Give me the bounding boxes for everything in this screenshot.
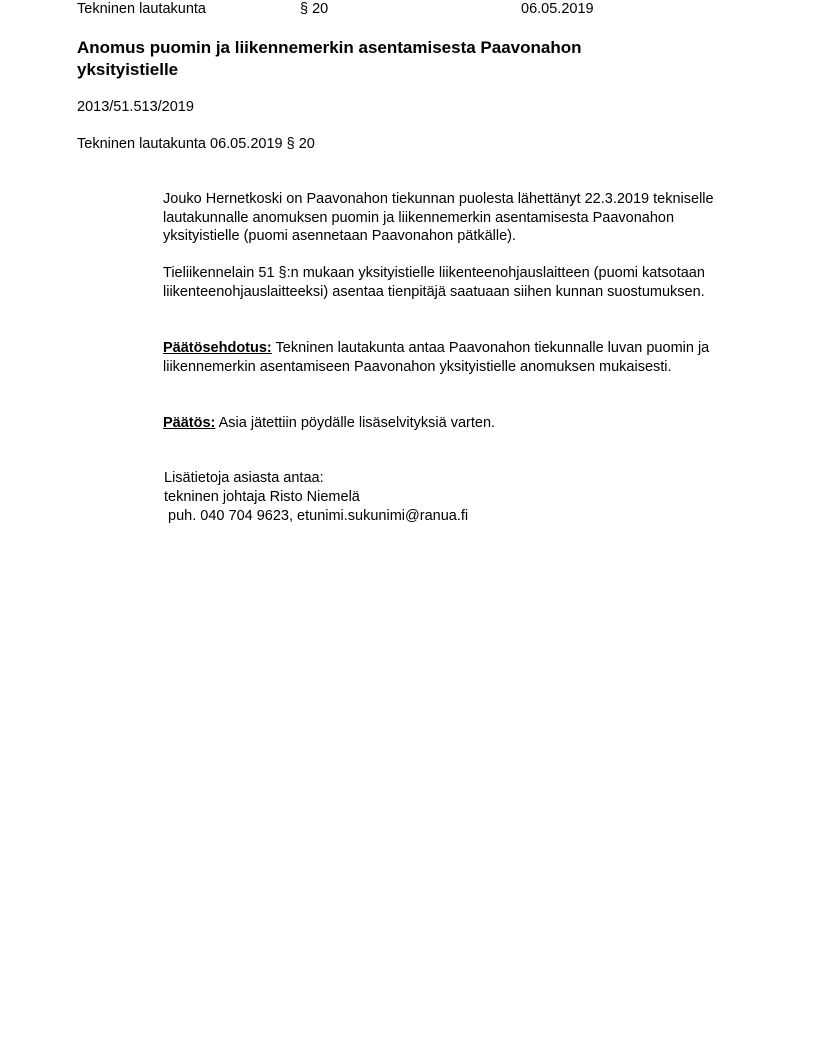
meeting-line: Tekninen lautakunta 06.05.2019 § 20 (77, 136, 315, 152)
document-title: Anomus puomin ja liikennemerkin asentamisesta Paavonahon yksityistielle (77, 38, 582, 79)
reference-number: 2013/51.513/2019 (77, 99, 194, 115)
contact-info (164, 469, 468, 526)
paragraph-legal-basis: Tieliikennelain 51 §:n mukaan yksityistielle liikenteenohjauslaitteen (puomi katsotaan liikenteenohjauslaitteeksi) asentaa tienpitäjä saatuaan siihen kunnan suostumuksen. (163, 265, 705, 300)
contact-intro: Lisätietoja asiasta antaa: (164, 470, 324, 486)
decision-text: Asia jätettiin pöydälle lisäselvityksiä varten. (215, 415, 496, 431)
contact-details: puh. 040 704 9623, etunimi.sukunimi@ranua.fi (164, 508, 469, 524)
proposal-text: Tekninen lautakunta antaa Paavonahon tiekunnalle luvan puomin ja liikennemerkin asentamiseen Paavonahon yksityistielle anomuksen mukaisesti. (163, 340, 710, 375)
paragraph-decision (163, 414, 743, 433)
decision-label: Päätös: (163, 415, 216, 431)
header-date: 06.05.2019 (521, 1, 594, 17)
contact-person: tekninen johtaja Risto Niemelä (164, 489, 360, 505)
paragraph-proposal (163, 339, 743, 376)
header-section-number: § 20 (300, 1, 329, 17)
header-body-name: Tekninen lautakunta (77, 1, 206, 17)
paragraph-background: Jouko Hernetkoski on Paavonahon tiekunnan puolesta lähettänyt 22.3.2019 tekniselle lautakunnalle anomuksen puomin ja liikennemerkin asentamisesta Paavonahon yksityistielle (puomi asennetaan Paavonahon pätkälle). (163, 191, 714, 244)
proposal-label: Päätösehdotus: (163, 340, 272, 356)
